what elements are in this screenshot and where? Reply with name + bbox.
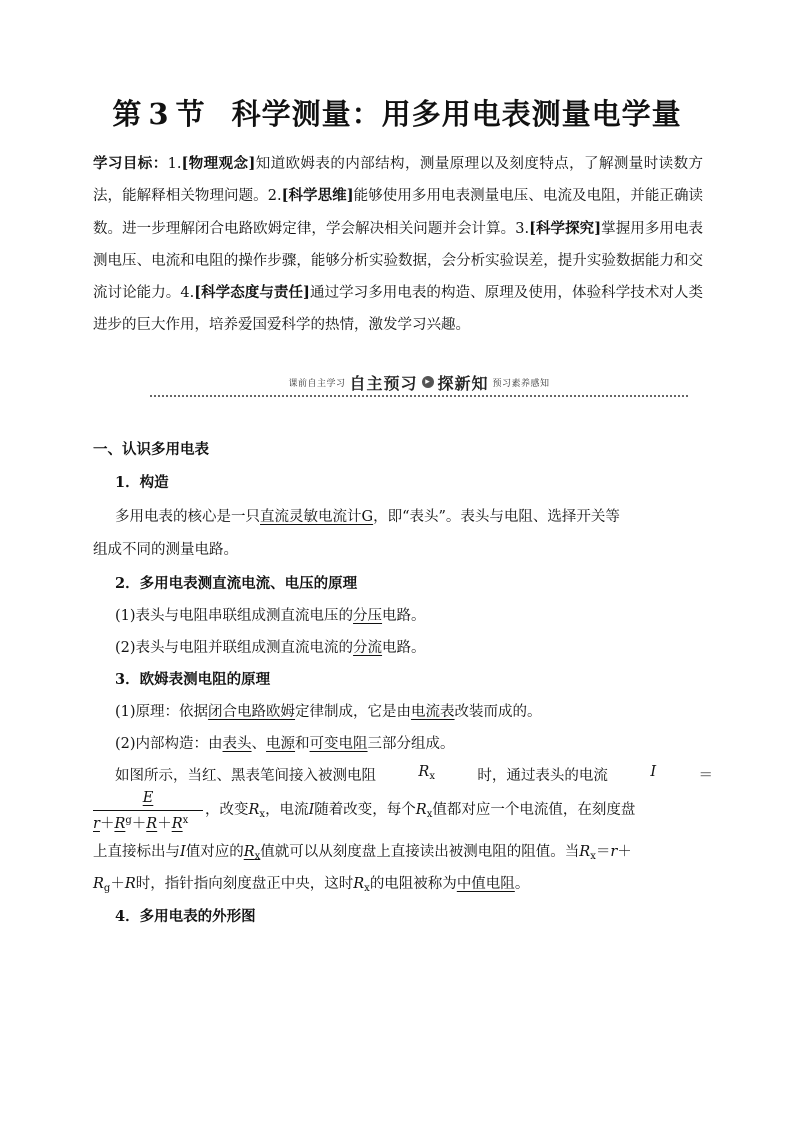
var-I: I (650, 764, 657, 780)
objective-3-number: 3. (515, 220, 530, 237)
subscript: x (426, 809, 433, 820)
subheading-structure: 1．构造 (115, 474, 169, 491)
subheading-appearance: 4．多用电表的外形图 (115, 908, 256, 925)
var-R: R (124, 876, 136, 892)
subscript: x (254, 851, 261, 862)
var-R: R (418, 764, 430, 780)
formula-numerator (93, 790, 203, 806)
subscript: g (103, 883, 111, 894)
subheading-principle: 2．多用电表测直流电流、电压的原理 (115, 575, 358, 592)
text: (2)内部构造：由 (115, 736, 223, 752)
text: ，改变 (205, 802, 249, 818)
list-item (115, 604, 426, 625)
objective-4-number: 4. (180, 285, 195, 302)
text: 三部分组成。 (367, 736, 455, 752)
text: 值都对应一个电流值，在刻度盘 (432, 802, 636, 818)
subscript: x (590, 851, 596, 862)
banner-title-1: 自主预习 (349, 373, 418, 393)
objective-1-text: 知道欧姆表的内部结构，测量原理以及刻度特点，了解测量时读数方法，能解释相关物理问题。 (93, 156, 704, 205)
underlined-answer: 电流表 (411, 704, 455, 720)
objective-2-number: 2. (267, 188, 282, 205)
list-item (115, 636, 426, 657)
text: ＋ (131, 816, 147, 832)
underlined-answer: 直流灵敏电流计G (260, 509, 374, 525)
text: 时，指针指向刻度盘正中央，这时 (135, 876, 354, 892)
var-I: I (180, 844, 186, 860)
objective-4-tag: [科学态度与责任] (194, 284, 310, 302)
var-R: R (353, 876, 365, 892)
page-title (0, 92, 794, 133)
subscript: x (429, 771, 435, 782)
text: 上直接标出与 (93, 844, 180, 860)
underlined-answer: 电源 (266, 736, 296, 752)
paragraph-line (115, 764, 713, 785)
objective-3-tag: [科学探究] (529, 219, 602, 237)
paragraph-line (115, 505, 620, 526)
objective-2-text: 能够使用多用电表测量电压、电流及电阻，并能正确读数。进一步理解闭合电路欧姆定律，学会解决相关问题并会计算。 (93, 188, 704, 237)
arrow-icon: ▸ (422, 376, 434, 388)
section-heading: 一、认识多用电表 (93, 441, 209, 458)
title-number: 3 (148, 97, 170, 131)
var-I: I (308, 802, 315, 818)
title-suffix: 节 (175, 97, 206, 131)
text: 的电阻被称为 (369, 876, 457, 892)
objective-3-text: 掌握用多用电表测电压、电流和电阻的操作步骤，能够分析实验数据，会分析实验误差，提升实验数据能力和交流讨论能力。 (93, 220, 704, 302)
var-R: R (146, 816, 158, 832)
text: 改装而成的。 (454, 704, 542, 720)
text: 值就可以从刻度盘上直接读出被测电阻的阻值。当 (260, 844, 580, 860)
paragraph-line: 组成不同的测量电路。 (93, 542, 238, 558)
subheading-ohmmeter: 3．欧姆表测电阻的原理 (115, 671, 271, 688)
text: ＋ (110, 876, 125, 892)
var-R: R (248, 802, 260, 818)
var-R: R (93, 876, 104, 892)
fraction-bar (93, 810, 203, 811)
underlined-answer: 闭合电路欧姆 (208, 704, 296, 720)
var-r: r (610, 844, 618, 860)
section-banner (150, 370, 688, 400)
underlined-answer: 中值电阻 (456, 876, 515, 892)
formula-line (93, 790, 713, 834)
paragraph-line (93, 872, 529, 894)
text: 如图所示，当红、黑表笔间接入被测电阻 (115, 768, 376, 784)
subscript: x (182, 815, 189, 826)
var-R: R (243, 844, 255, 860)
text: (1)原理：依据 (115, 704, 209, 720)
text: ，电流 (265, 802, 309, 818)
paragraph-text (205, 798, 635, 820)
objective-1-tag: [物理观念] (181, 155, 256, 172)
paragraph-line (93, 840, 632, 862)
list-item (115, 732, 455, 753)
dotted-divider (150, 395, 688, 397)
objective-1-number: 1. (167, 156, 182, 172)
var-R: R (415, 802, 427, 818)
objective-2-tag: [科学思维] (281, 187, 354, 205)
underlined-answer: 可变电阻 (309, 736, 368, 752)
var-E: E (142, 790, 154, 806)
formula-denominator (93, 812, 188, 833)
list-item (115, 700, 542, 721)
underlined-answer: 分流 (353, 640, 383, 656)
var-R: R (114, 816, 126, 832)
text: 电路。 (382, 608, 426, 624)
title-main: 科学测量：用多用电表测量电学量 (231, 97, 682, 131)
learning-objectives (93, 148, 703, 342)
text: 随着改变，每个 (314, 802, 416, 818)
text: 时，通过表头的电流 (477, 768, 608, 784)
var-r: r (93, 816, 100, 832)
var-R: R (171, 816, 183, 832)
text: 多用电表的核心是一只 (115, 509, 260, 525)
text: 定律制成，它是由 (295, 704, 412, 720)
text: 。 (514, 876, 530, 892)
text: 、 (251, 736, 267, 752)
var-R: R (579, 844, 591, 860)
subscript: x (259, 809, 266, 820)
banner-right-label: 预习素养感知 (492, 378, 550, 389)
text: ＋ (157, 816, 172, 832)
title-prefix: 第 (112, 97, 143, 131)
text: (2)表头与电阻并联组成测直流电流的 (115, 640, 354, 656)
objectives-label: 学习目标： (93, 155, 168, 172)
banner-left-label: 课前自主学习 (288, 378, 346, 389)
subscript: g (125, 815, 132, 826)
text: 值对应的 (185, 844, 244, 860)
text: ，即“表头”。表头与电阻、选择开关等 (373, 509, 620, 525)
text: 和 (295, 736, 310, 752)
text: ＋ (617, 844, 632, 860)
underlined-answer: 分压 (353, 608, 383, 624)
current-formula (93, 790, 205, 834)
banner-title-2: 探新知 (437, 373, 489, 393)
objective-4-text: 通过学习多用电表的构造、原理及使用，体验科学技术对人类进步的巨大作用，培养爱国爱科学的热情，激发学习兴趣。 (93, 285, 703, 334)
text: ＝ (595, 844, 611, 860)
text: 电路。 (382, 640, 426, 656)
text: (1)表头与电阻串联组成测直流电压的 (115, 608, 354, 624)
subscript: x (364, 883, 370, 894)
underlined-answer: 表头 (222, 736, 252, 752)
text: ＋ (99, 816, 115, 832)
text: ＝ (698, 768, 713, 784)
